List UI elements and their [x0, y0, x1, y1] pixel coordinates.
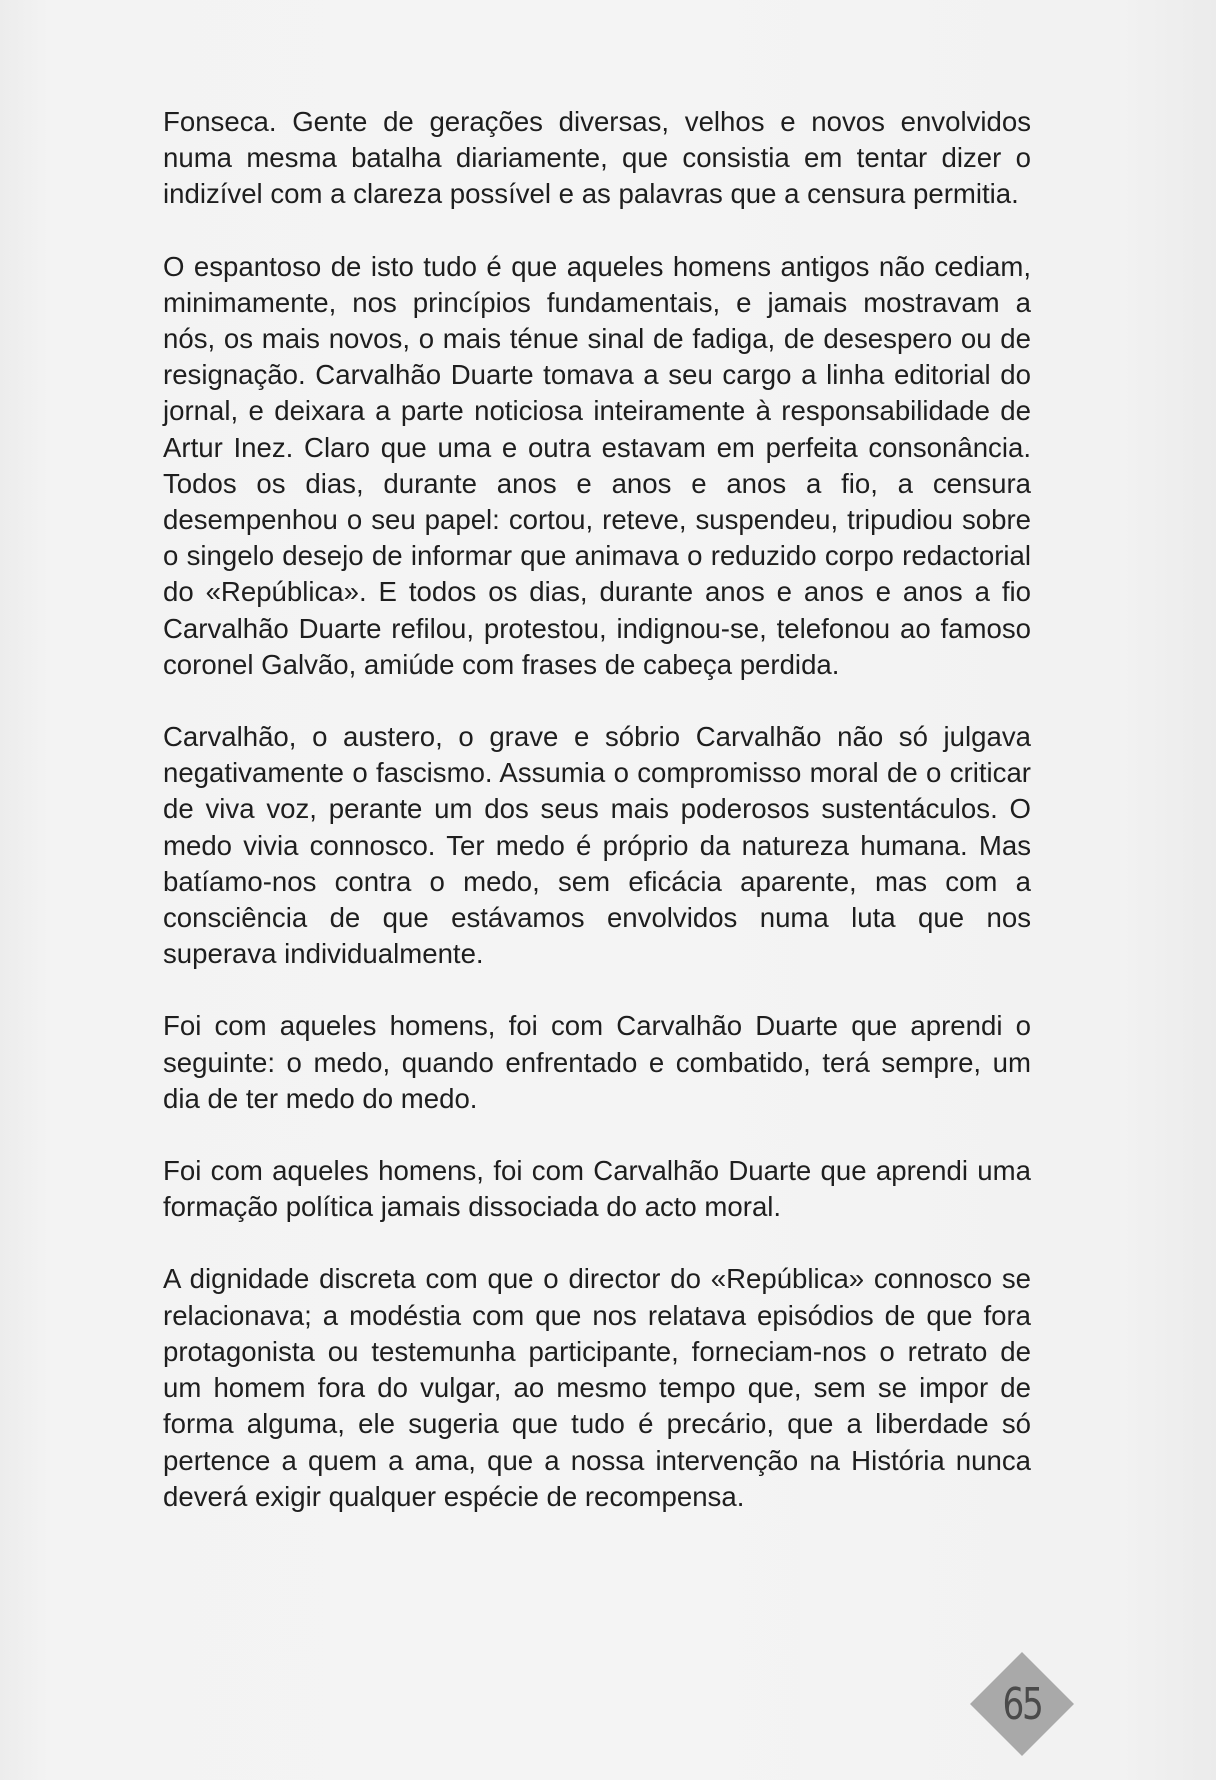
- paragraph-5: Foi com aqueles homens, foi com Carvalhão Duarte que aprendi uma formação política jamais dissociada do acto moral.: [163, 1155, 1031, 1223]
- paragraph-2: O espantoso de isto tudo é que aqueles homens antigos não cediam, minimamente, nos princípios fundamentais, e jamais mostravam a nós, os mais novos, o mais ténue sinal de fadiga, de desespero ou de resignação. Carvalhão Duarte tomava a seu cargo a linha editorial do jornal, e deixara a parte noticiosa inteiramente à responsabilidade de Artur Inez. Claro que uma e outra estavam em perfeita consonância. Todos os dias, durante anos e anos e anos a fio, a censura desempenhou o seu papel: cortou, reteve, suspendeu, tripudiou sobre o singelo desejo de informar que animava o reduzido corpo redactorial do «República». E todos os dias, durante anos e anos e anos a fio Carvalhão Duarte refilou, protestou, indignou-se, telefonou ao famoso coronel Galvão, amiúde com frases de cabeça perdida.: [163, 250, 1031, 680]
- body-text: [163, 104, 1031, 1515]
- paragraph-1: Fonseca. Gente de gerações diversas, velhos e novos envolvidos numa mesma batalha diariamente, que consistia em tentar dizer o indizível com a clareza possível e as palavras que a censura permitia.: [163, 106, 1031, 210]
- paragraph-3: Carvalhão, o austero, o grave e sóbrio Carvalhão não só julgava negativamente o fascismo. Assumia o compromisso moral de o criticar de viva voz, perante um dos seus mais poderosos sustentáculos. O medo vivia connosco. Ter medo é próprio da natureza humana. Mas batíamo-nos contra o medo, sem eficácia aparente, mas com a consciência de que estávamos envolvidos numa luta que nos superava individualmente.: [163, 721, 1031, 970]
- page-number: 65: [1002, 1678, 1042, 1730]
- paragraph-6: A dignidade discreta com que o director do «República» connosco se relacionava; a modéstia com que nos relatava episódios de que fora protagonista ou testemunha participante, forneciam-nos o retrato de um homem fora do vulgar, ao mesmo tempo que, sem se impor de forma alguma, ele sugeria que tudo é precário, que a liberdade só pertence a quem a ama, que a nossa intervenção na História nunca deverá exigir qualquer espécie de recompensa.: [163, 1263, 1031, 1512]
- page-number-badge: [968, 1650, 1076, 1758]
- paragraph-4: Foi com aqueles homens, foi com Carvalhão Duarte que aprendi o seguinte: o medo, quando enfrentado e combatido, terá sempre, um dia de ter medo do medo.: [163, 1010, 1031, 1114]
